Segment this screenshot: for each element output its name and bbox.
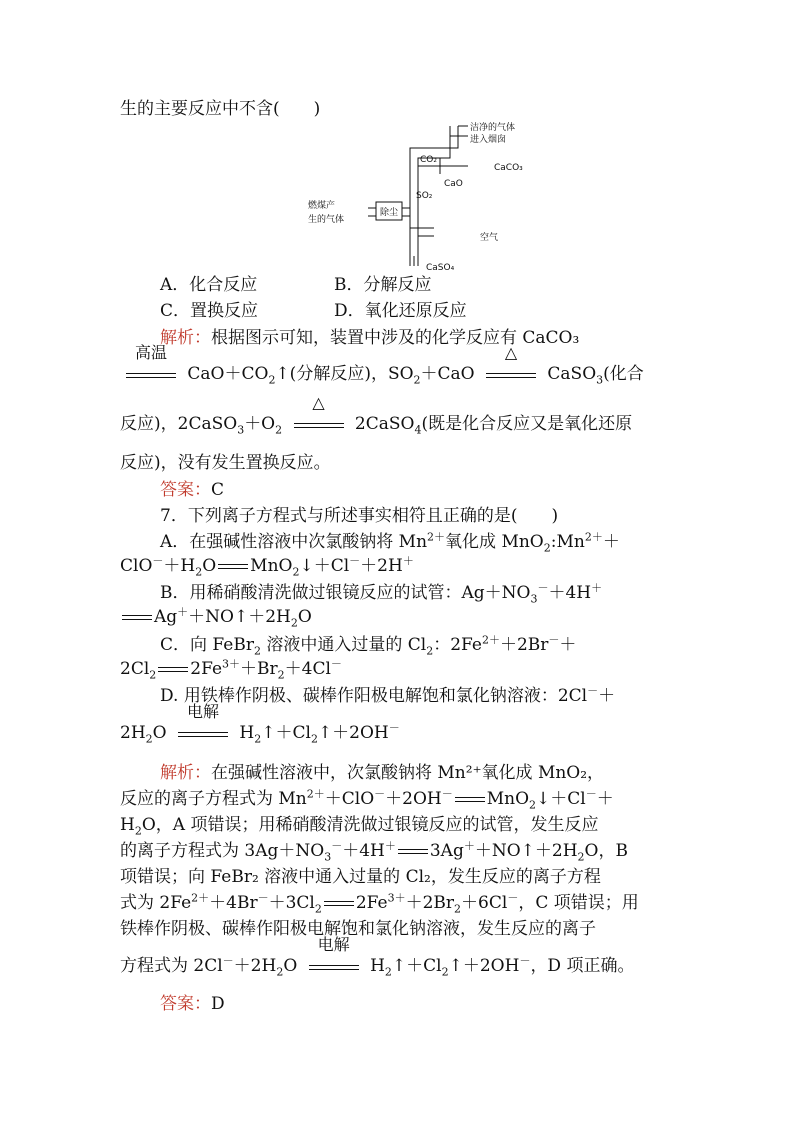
condition-heat-2: △ — [294, 414, 344, 436]
condition-high-temp: 高温 — [126, 364, 176, 386]
q6-option-a: A．化合反应 — [160, 275, 258, 295]
q6-analysis-line1: 解析：根据图示可知，装置中涉及的化学反应有 CaCO₃ — [160, 328, 580, 348]
condition-electrolysis-2: 电解 — [309, 956, 359, 978]
q7-option-d-1: D. 用铁棒作阴极、碳棒作阳极电解饱和氯化钠溶液：2Cl－＋ — [160, 684, 616, 706]
q7-option-c-1: C．向 FeBr$_2$ 溶液中通入过量的 $Cl_2$：$2Fe^{2+}+2Br^-+$ — [160, 633, 577, 658]
q7-stem: 7．下列离子方程式与所述事实相符且正确的是( ) — [160, 506, 559, 526]
q7-option-d-2: $2H_2O$ 电解 $H_2↑+Cl_2↑+2OH^-$ — [120, 701, 400, 746]
diag-so2: SO₂ — [416, 191, 433, 201]
diag-caco3: CaCO₃ — [494, 163, 523, 173]
q7-analysis-line6: 式为 $2Fe^{2+}+4Br^-+3Cl_2$ $2Fe^{3+}+2Br_2+6Cl^-$，C 项错误；用 — [120, 891, 639, 916]
q6-answer: 答案：C — [160, 480, 225, 500]
q6-analysis-line4: 反应)，没有发生置换反应。 — [120, 453, 331, 473]
q6-option-d: D．氧化还原反应 — [334, 301, 467, 321]
q7-analysis-line4: 的离子方程式为 $3Ag+NO_3^-+4H^+$ $3Ag^++NO↑+2H_2O$，B — [120, 839, 628, 864]
q7-option-a-2: $ClO^-+H_2O$ MnO$_2$↓＋Cl－＋2H＋ — [120, 554, 414, 579]
q7-analysis-line8: 方程式为 $2Cl^-+2H_2O$ 电解 $H_2↑+Cl_2↑+2OH^-$，D 项正确。 — [120, 934, 635, 979]
q7-option-b-2: $Ag^++NO↑+2H_2O$ — [120, 606, 312, 628]
diag-clean-gas-1: 洁净的气体 — [470, 123, 516, 133]
q6-option-c: C．置换反应 — [160, 301, 259, 321]
diag-dust: 除尘 — [380, 208, 399, 218]
diag-cao: CaO — [444, 179, 463, 189]
q7-option-b-1: B．用稀硝酸清洗做过银镜反应的试管：$Ag+NO_3^-+4H^+$ — [160, 581, 603, 606]
q7-analysis-line1: 解析：在强碱性溶液中，次氯酸钠将 Mn²⁺氧化成 MnO₂， — [160, 763, 605, 783]
q7-analysis-line3: $H_2O$，A 项错误；用稀硝酸清洗做过银镜反应的试管，发生反应 — [120, 815, 599, 838]
diag-co2: CO₂ — [420, 155, 437, 165]
diag-clean-gas-2: 进入烟囱 — [470, 135, 507, 145]
q7-analysis-line5: 项错误；向 FeBr₂ 溶液中通入过量的 Cl₂，发生反应的离子方程 — [120, 867, 601, 887]
q6-option-b: B．分解反应 — [334, 275, 432, 295]
diag-gas-in-1: 燃煤产 — [308, 201, 336, 211]
q7-analysis-line7: 铁棒作阴极、碳棒作阳极电解饱和氯化钠溶液，发生反应的离子 — [120, 919, 596, 939]
diag-air: 空气 — [480, 233, 499, 243]
q7-option-c-2: $2Cl_2$ $2Fe^{3+}+Br_2+4Cl^-$ — [120, 657, 342, 682]
diag-gas-in-2: 生的气体 — [308, 215, 345, 225]
q6-analysis-line3: 反应)，$2CaSO_3+O_2$ △ 2CaSO$_4$(既是化合反应又是氧化还原 — [120, 392, 633, 437]
q7-analysis-line2: 反应的离子方程式为 $Mn^{2+}+ClO^-+2OH^-$ MnO$_2$↓＋Cl－＋ — [120, 787, 614, 812]
condition-electrolysis: 电解 — [178, 723, 228, 745]
q6-stem-end: 生的主要反应中不含( ) — [120, 99, 321, 119]
diag-caso4: CaSO₄ — [426, 263, 455, 273]
q7-answer: 答案：D — [160, 994, 225, 1014]
q7-option-a-1: A．在强碱性溶液中次氯酸钠将 $Mn^{2+}$氧化成 $MnO_2:Mn^{2+}+$ — [160, 530, 620, 555]
condition-heat: △ — [486, 364, 536, 386]
q6-analysis-line2: 高温 $CaO+CO_2↑$(分解反应)，$SO_2+CaO$ △ CaSO$_3$(化合 — [120, 363, 644, 386]
desulfurization-diagram — [300, 118, 540, 278]
